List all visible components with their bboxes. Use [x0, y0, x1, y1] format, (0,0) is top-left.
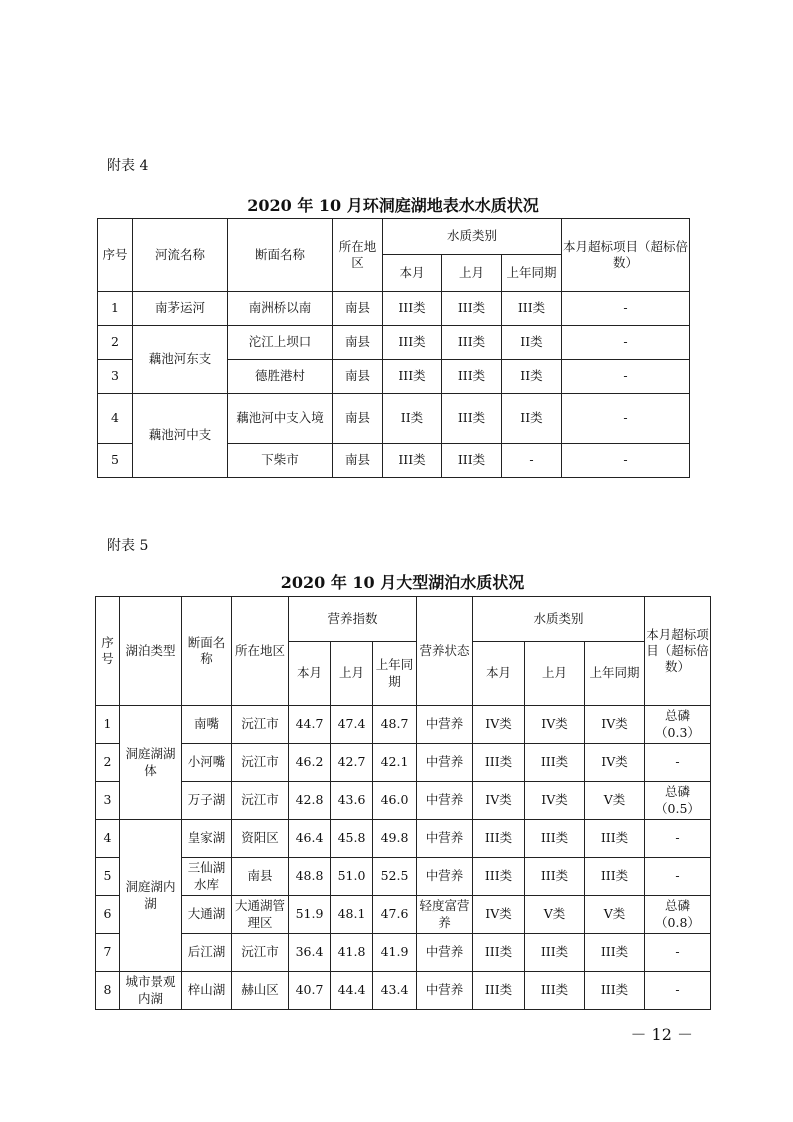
index-last-year-cell: 43.4 [373, 972, 417, 1010]
header-seq: 序号 [96, 597, 120, 706]
class-current-cell: III类 [473, 934, 525, 972]
appendix-4-label: 附表 4 [107, 158, 149, 174]
header-section: 断面名称 [182, 597, 232, 706]
exceed-cell: - [562, 360, 690, 394]
table-row [98, 292, 690, 326]
class-last-year-cell: V类 [585, 896, 645, 934]
previous-class-cell: III类 [442, 292, 502, 326]
index-last-year-cell: 49.8 [373, 820, 417, 858]
previous-class-cell: III类 [442, 394, 502, 444]
table-row [96, 934, 711, 972]
index-last-year-cell: 46.0 [373, 782, 417, 820]
exceed-cell: - [645, 744, 711, 782]
index-current-cell: 51.9 [289, 896, 331, 934]
trophic-status-cell: 中营养 [417, 858, 473, 896]
exceed-cell: - [562, 444, 690, 478]
seq-cell: 2 [98, 326, 133, 360]
region-cell: 南县 [333, 292, 383, 326]
table-4-title: 2020 年 10 月环洞庭湖地表水水质状况 [247, 196, 539, 215]
index-previous-cell: 48.1 [331, 896, 373, 934]
section-cell: 南嘴 [182, 706, 232, 744]
section-cell: 沱江上坝口 [228, 326, 333, 360]
table-header-row [96, 597, 711, 642]
header-index-current: 本月 [289, 642, 331, 706]
seq-cell: 1 [98, 292, 133, 326]
previous-class-cell: III类 [442, 444, 502, 478]
river-cell: 藕池河东支 [133, 326, 228, 394]
table-row [98, 394, 690, 444]
region-cell: 南县 [333, 444, 383, 478]
header-exceed: 本月超标项目（超标倍数） [562, 219, 690, 292]
index-current-cell: 44.7 [289, 706, 331, 744]
header-index-previous: 上月 [331, 642, 373, 706]
header-region: 所在地区 [333, 219, 383, 292]
trophic-status-cell: 中营养 [417, 972, 473, 1010]
exceed-cell: - [645, 972, 711, 1010]
header-trophic-index: 营养指数 [289, 597, 417, 642]
region-cell: 南县 [333, 360, 383, 394]
seq-cell: 6 [96, 896, 120, 934]
exceed-cell: - [645, 858, 711, 896]
header-section: 断面名称 [228, 219, 333, 292]
region-cell: 赫山区 [232, 972, 289, 1010]
table-header-row [98, 219, 690, 255]
table-row [96, 706, 711, 744]
region-cell: 沅江市 [232, 706, 289, 744]
header-river: 河流名称 [133, 219, 228, 292]
class-last-year-cell: III类 [585, 934, 645, 972]
exceed-cell: - [562, 326, 690, 360]
section-cell: 大通湖 [182, 896, 232, 934]
table-row [96, 820, 711, 858]
header-previous-month: 上月 [442, 255, 502, 292]
seq-cell: 8 [96, 972, 120, 1010]
class-last-year-cell: III类 [585, 972, 645, 1010]
section-cell: 下柴市 [228, 444, 333, 478]
trophic-status-cell: 中营养 [417, 706, 473, 744]
section-cell: 藕池河中支入境 [228, 394, 333, 444]
index-previous-cell: 42.7 [331, 744, 373, 782]
exceed-cell: - [562, 292, 690, 326]
header-water-quality: 水质类别 [473, 597, 645, 642]
exceed-cell: - [645, 934, 711, 972]
trophic-status-cell: 中营养 [417, 820, 473, 858]
class-current-cell: III类 [473, 858, 525, 896]
region-cell: 南县 [333, 394, 383, 444]
lake-water-quality-table [95, 596, 711, 1010]
previous-class-cell: III类 [442, 360, 502, 394]
class-last-year-cell: IV类 [585, 744, 645, 782]
class-last-year-cell: III类 [585, 858, 645, 896]
class-previous-cell: III类 [525, 972, 585, 1010]
current-class-cell: II类 [383, 394, 442, 444]
previous-class-cell: III类 [442, 326, 502, 360]
index-last-year-cell: 41.9 [373, 934, 417, 972]
class-current-cell: III类 [473, 972, 525, 1010]
header-index-last-year: 上年同期 [373, 642, 417, 706]
seq-cell: 4 [96, 820, 120, 858]
seq-cell: 3 [96, 782, 120, 820]
trophic-status-cell: 轻度富营养 [417, 896, 473, 934]
page-number: － 12 － [630, 1025, 693, 1044]
table-row [98, 326, 690, 360]
region-cell: 沅江市 [232, 782, 289, 820]
index-current-cell: 42.8 [289, 782, 331, 820]
current-class-cell: III类 [383, 326, 442, 360]
index-last-year-cell: 42.1 [373, 744, 417, 782]
index-previous-cell: 41.8 [331, 934, 373, 972]
seq-cell: 4 [98, 394, 133, 444]
class-current-cell: IV类 [473, 706, 525, 744]
seq-cell: 1 [96, 706, 120, 744]
header-lake-type: 湖泊类型 [120, 597, 182, 706]
index-last-year-cell: 52.5 [373, 858, 417, 896]
current-class-cell: III类 [383, 292, 442, 326]
index-previous-cell: 44.4 [331, 972, 373, 1010]
region-cell: 南县 [333, 326, 383, 360]
index-previous-cell: 45.8 [331, 820, 373, 858]
class-previous-cell: V类 [525, 896, 585, 934]
river-cell: 南茅运河 [133, 292, 228, 326]
class-current-cell: III类 [473, 820, 525, 858]
river-water-quality-table [97, 218, 690, 478]
section-cell: 万子湖 [182, 782, 232, 820]
class-last-year-cell: V类 [585, 782, 645, 820]
header-seq: 序号 [98, 219, 133, 292]
trophic-status-cell: 中营养 [417, 744, 473, 782]
region-cell: 沅江市 [232, 934, 289, 972]
exceed-cell: 总磷（0.3） [645, 706, 711, 744]
current-class-cell: III类 [383, 444, 442, 478]
exceed-cell: 总磷（0.8） [645, 896, 711, 934]
index-previous-cell: 51.0 [331, 858, 373, 896]
region-cell: 大通湖管理区 [232, 896, 289, 934]
lake-type-cell: 洞庭湖湖体 [120, 706, 182, 820]
index-current-cell: 48.8 [289, 858, 331, 896]
class-current-cell: III类 [473, 744, 525, 782]
last-year-class-cell: III类 [502, 292, 562, 326]
trophic-status-cell: 中营养 [417, 782, 473, 820]
table-row [96, 858, 711, 896]
section-cell: 德胜港村 [228, 360, 333, 394]
class-previous-cell: III类 [525, 744, 585, 782]
section-cell: 小河嘴 [182, 744, 232, 782]
index-last-year-cell: 48.7 [373, 706, 417, 744]
header-current-month: 本月 [383, 255, 442, 292]
header-class-current: 本月 [473, 642, 525, 706]
class-last-year-cell: IV类 [585, 706, 645, 744]
table-row [96, 896, 711, 934]
index-current-cell: 40.7 [289, 972, 331, 1010]
header-water-quality: 水质类别 [383, 219, 562, 255]
section-cell: 后江湖 [182, 934, 232, 972]
class-previous-cell: III类 [525, 858, 585, 896]
river-cell: 藕池河中支 [133, 394, 228, 478]
table-row [96, 972, 711, 1010]
lake-type-cell: 洞庭湖内湖 [120, 820, 182, 972]
section-cell: 三仙湖水库 [182, 858, 232, 896]
index-current-cell: 46.2 [289, 744, 331, 782]
class-previous-cell: III类 [525, 820, 585, 858]
table-row [96, 744, 711, 782]
table-row [96, 782, 711, 820]
lake-type-cell: 城市景观内湖 [120, 972, 182, 1010]
exceed-cell: 总磷（0.5） [645, 782, 711, 820]
class-previous-cell: IV类 [525, 706, 585, 744]
section-cell: 南洲桥以南 [228, 292, 333, 326]
seq-cell: 3 [98, 360, 133, 394]
last-year-class-cell: II类 [502, 360, 562, 394]
region-cell: 资阳区 [232, 820, 289, 858]
index-previous-cell: 43.6 [331, 782, 373, 820]
seq-cell: 5 [98, 444, 133, 478]
header-class-previous: 上月 [525, 642, 585, 706]
last-year-class-cell: - [502, 444, 562, 478]
table-5-title: 2020 年 10 月大型湖泊水质状况 [280, 573, 525, 592]
appendix-5-label: 附表 5 [107, 538, 149, 554]
section-cell: 皇家湖 [182, 820, 232, 858]
header-class-last-year: 上年同期 [585, 642, 645, 706]
section-cell: 梓山湖 [182, 972, 232, 1010]
header-trophic-status: 营养状态 [417, 597, 473, 706]
header-region: 所在地区 [232, 597, 289, 706]
header-same-period-last-year: 上年同期 [502, 255, 562, 292]
exceed-cell: - [562, 394, 690, 444]
seq-cell: 7 [96, 934, 120, 972]
region-cell: 沅江市 [232, 744, 289, 782]
class-previous-cell: III类 [525, 934, 585, 972]
class-last-year-cell: III类 [585, 820, 645, 858]
index-previous-cell: 47.4 [331, 706, 373, 744]
last-year-class-cell: II类 [502, 394, 562, 444]
current-class-cell: III类 [383, 360, 442, 394]
last-year-class-cell: II类 [502, 326, 562, 360]
exceed-cell: - [645, 820, 711, 858]
index-last-year-cell: 47.6 [373, 896, 417, 934]
header-exceed: 本月超标项目（超标倍数） [645, 597, 711, 706]
class-previous-cell: IV类 [525, 782, 585, 820]
index-current-cell: 36.4 [289, 934, 331, 972]
index-current-cell: 46.4 [289, 820, 331, 858]
trophic-status-cell: 中营养 [417, 934, 473, 972]
class-current-cell: IV类 [473, 782, 525, 820]
seq-cell: 2 [96, 744, 120, 782]
region-cell: 南县 [232, 858, 289, 896]
class-current-cell: IV类 [473, 896, 525, 934]
seq-cell: 5 [96, 858, 120, 896]
